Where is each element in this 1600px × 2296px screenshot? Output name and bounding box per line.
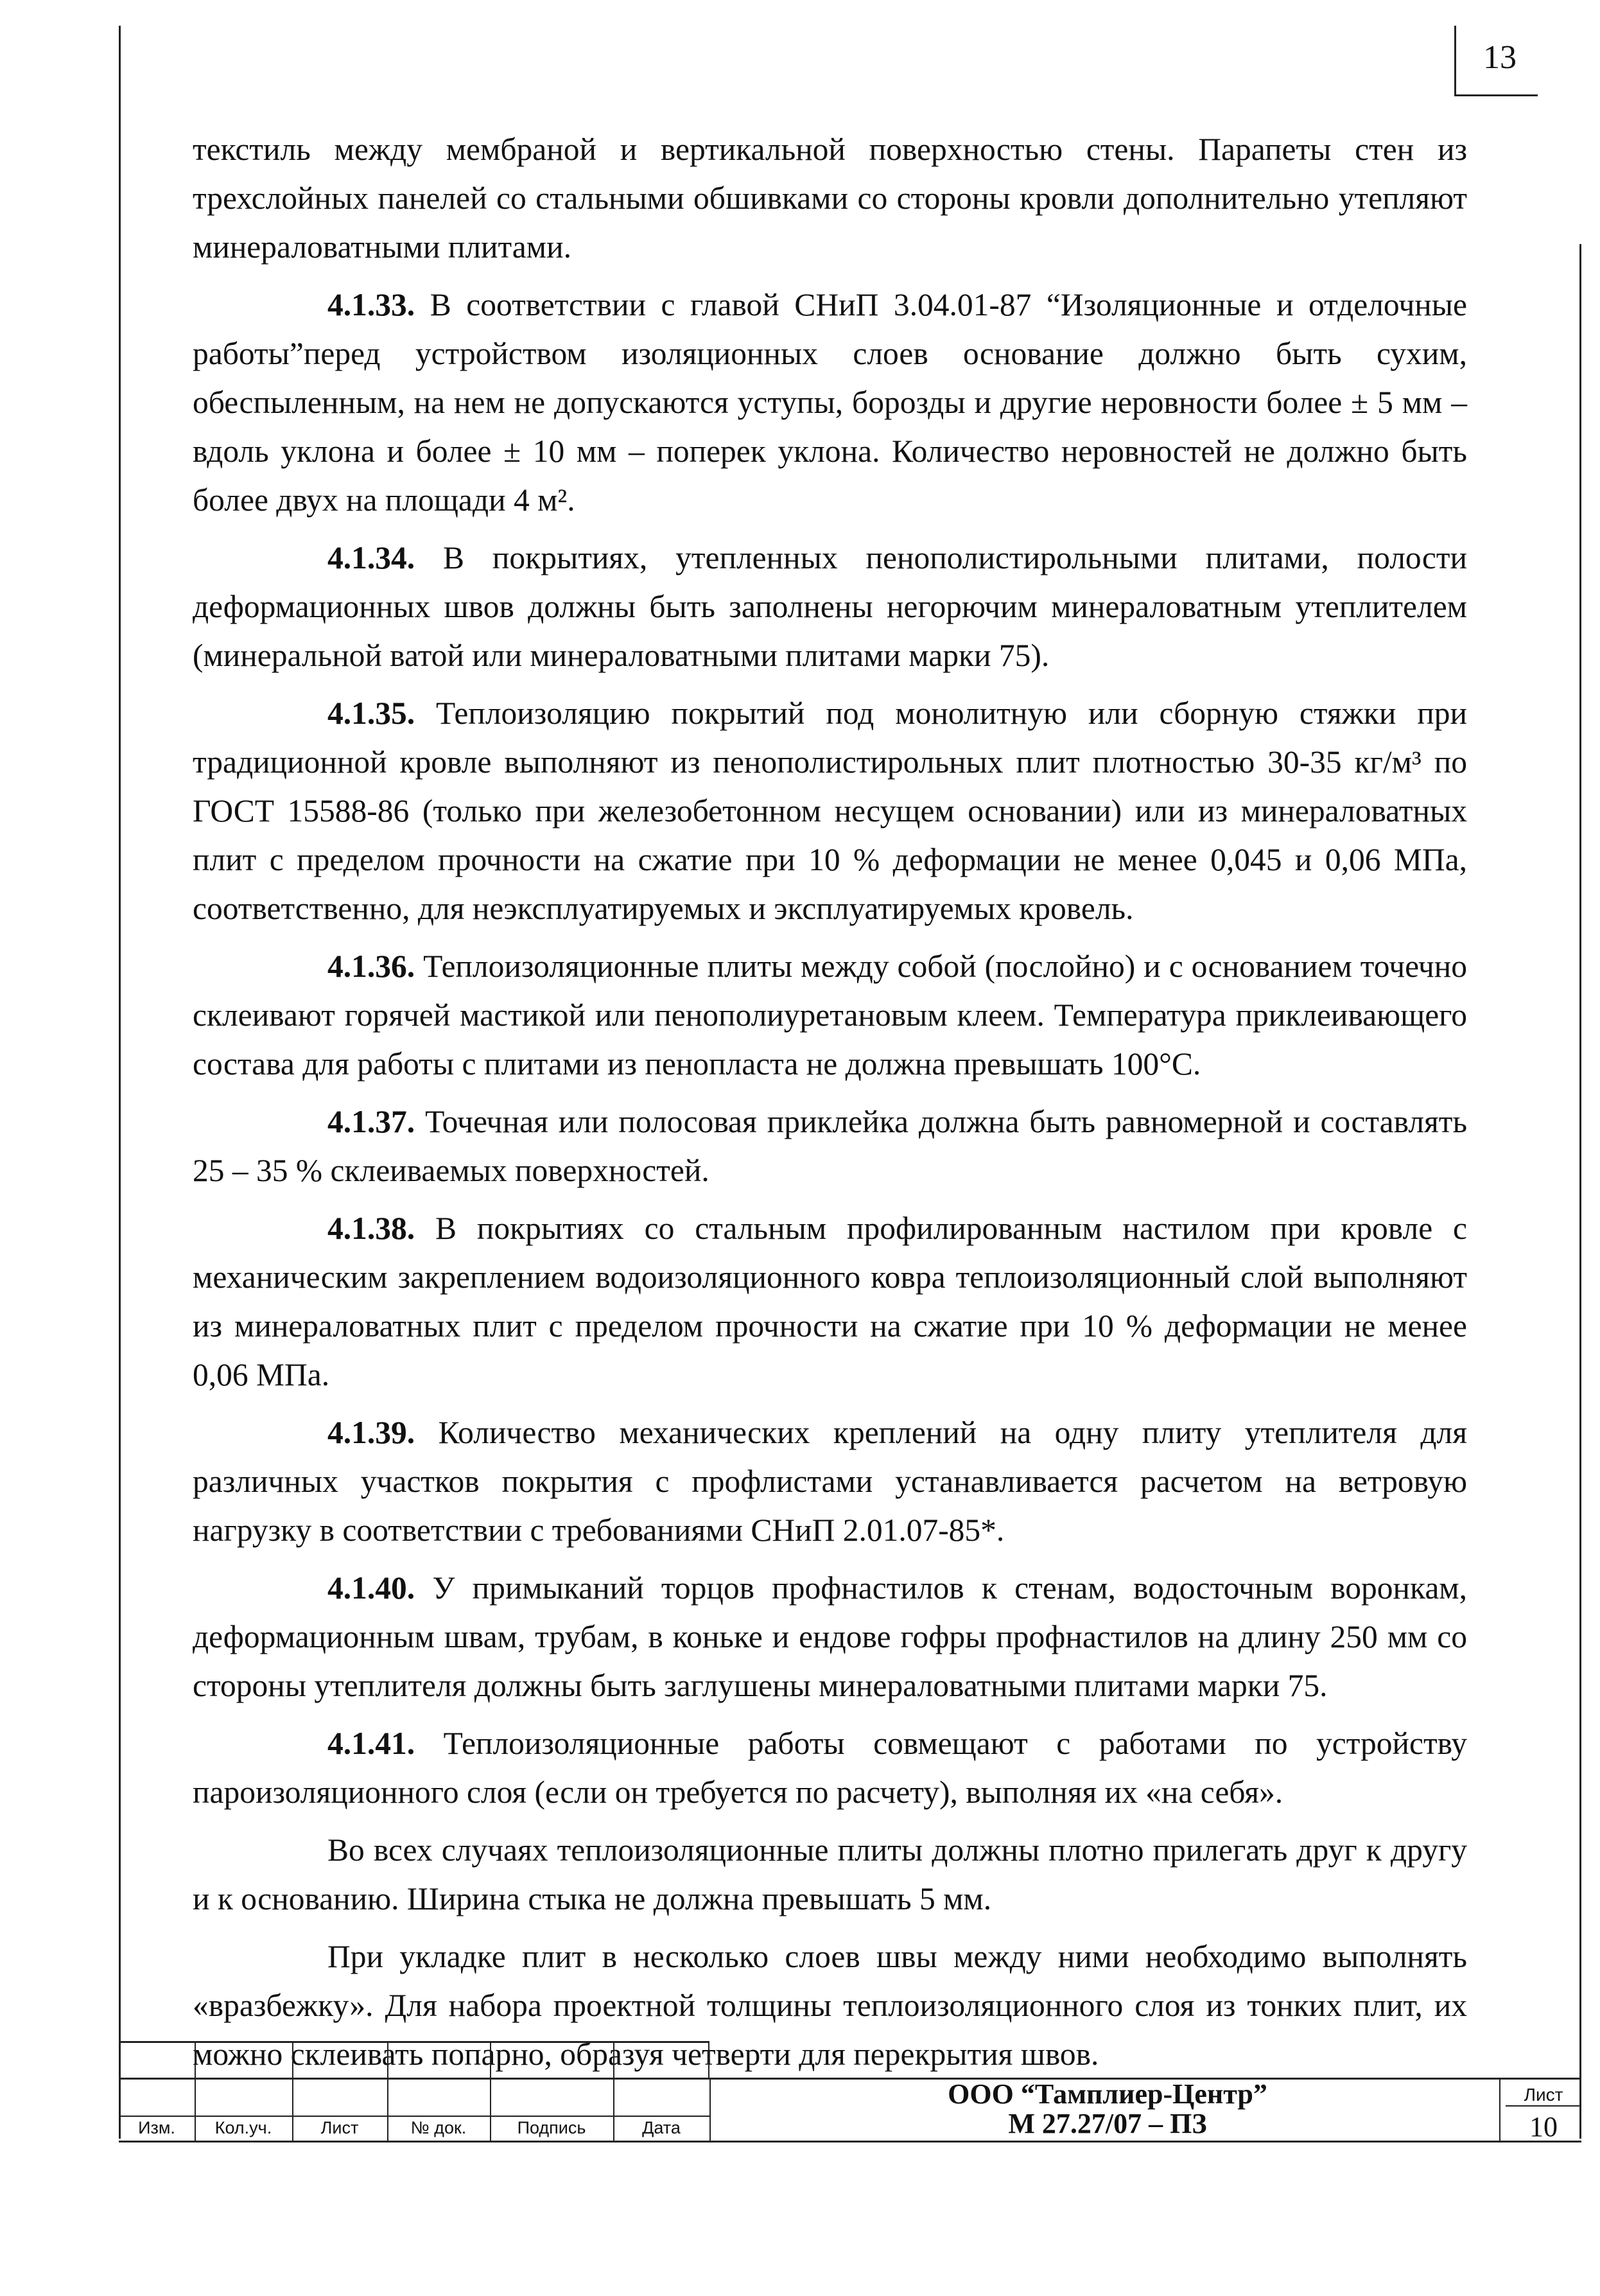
title-block-revision-rows [119,2041,709,2080]
paragraph: 4.1.34. В покрытиях, утепленных пенополистирольными плитами, полости деформационных швов должны быть заполнены негорючим минераловатным утеплителем (минеральной ватой или минераловатными плитами марки 75). [193,540,1467,673]
paragraph: 4.1.33. В соответствии с главой СНиП 3.04.01-87 “Изоляционные и отделочные работы”перед устройством изоляционных слоев основание должно быть сухим, обеспыленным, на нем не допускаются уступы, борозды и другие неровности более ± 5 мм – вдоль уклона и более ± 10 мм – поперек уклона. Количество неровностей не должно быть более двух на площади 4 м². [193,287,1467,518]
col-label-date: Дата [642,2118,681,2137]
clause-number: 4.1.39. [327,1415,415,1450]
sheet-label: Лист [1524,2085,1563,2105]
clause-number: 4.1.41. [327,1726,415,1761]
clause-number: 4.1.38. [327,1211,415,1246]
paragraph: Во всех случаях теплоизоляционные плиты должны плотно прилегать друг к другу и к основанию. Ширина стыка не должна превышать 5 мм. [193,1832,1467,1916]
col-label-doc-number: № док. [410,2118,467,2137]
paragraph: текстиль между мембраной и вертикальной поверхностью стены. Парапеты стен из трехслойных панелей со стальными обшивками со стороны кровли дополнительно утепляют минераловатными плитами. [193,132,1467,265]
col-label-qty: Кол.уч. [214,2118,272,2137]
company-name: ООО “Тамплиер-Центр” [948,2078,1267,2110]
paragraph: 4.1.37. Точечная или полосовая приклейка должна быть равномерной и составлять 25 – 35 % склеиваемых поверхностей. [193,1104,1468,1188]
clause-number: 4.1.34. [327,540,415,575]
col-label-signature: Подпись [517,2118,586,2137]
paragraph: 4.1.41. Теплоизоляционные работы совмещают с работами по устройству пароизоляционного слоя (если он требуется по расчету), выполняя их «на себя». [193,1726,1468,1810]
frame-left-border [119,26,121,2139]
clause-number: 4.1.37. [327,1104,415,1139]
paragraph: 4.1.39. Количество механических креплений на одну плиту утеплителя для различных участков покрытия с профлистами устанавливается расчетом на ветровую нагрузку в соответствии с требованиями СНиП 2.01.07-85*. [193,1415,1467,1548]
paragraph: 4.1.36. Теплоизоляционные плиты между собой (послойно) и с основанием точечно склеивают горячей мастикой или пенополиуретановым клеем. Температура приклеивающего состава для работы с плитами из пенопласта не должна превышать 100°С. [193,949,1468,1082]
document-code: М 27.27/07 – ПЗ [1008,2108,1207,2139]
title-block [119,2078,1581,2143]
paragraph: 4.1.35. Теплоизоляцию покрытий под монолитную или сборную стяжки при традиционной кровле выполняют из пенополистирольных плит плотностью 30-35 кг/м³ по ГОСТ 15588-86 (только при железобетонном несущем основании) или из минераловатных плит с пределом прочности на сжатие при 10 % деформации не менее 0,045 и 0,06 МПа, соответственно, для неэксплуатируемых и эксплуатируемых кровель. [193,696,1467,926]
col-label-sheet: Лист [320,2118,359,2137]
document-body [193,125,1467,2088]
title-block-caption [716,2080,1499,2141]
clause-number: 4.1.33. [327,287,415,322]
frame-right-border [1579,244,1581,2139]
page-number-box [1454,26,1538,96]
col-label-change: Изм. [138,2118,175,2137]
paragraph: 4.1.40. У примыканий торцов профнастилов к стенам, водосточным воронкам, деформационным швам, трубам, в коньке и ендове гофры профнастилов на длину 250 мм со стороны утеплителя должны быть заглушены минераловатными плитами марки 75. [193,1570,1468,1703]
sheet-number: 10 [1529,2111,1558,2143]
clause-number: 4.1.40. [327,1570,415,1606]
paragraph: 4.1.38. В покрытиях со стальным профилированным настилом при кровле с механическим закреплением водоизоляционного ковра теплоизоляционный слой выполняют из минераловатных плит с пределом прочности на сжатие при 10 % деформации не менее 0,06 МПа. [193,1211,1467,1392]
clause-number: 4.1.36. [327,949,415,984]
paragraph: При укладке плит в несколько слоев швы между ними необходимо выполнять «вразбежку». Для набора проектной толщины теплоизоляционного слоя из тонких плит, их можно склеивать попарно, образуя четверти для перекрытия швов. [193,1939,1467,2072]
clause-number: 4.1.35. [327,696,415,731]
page-number: 13 [1483,39,1517,76]
